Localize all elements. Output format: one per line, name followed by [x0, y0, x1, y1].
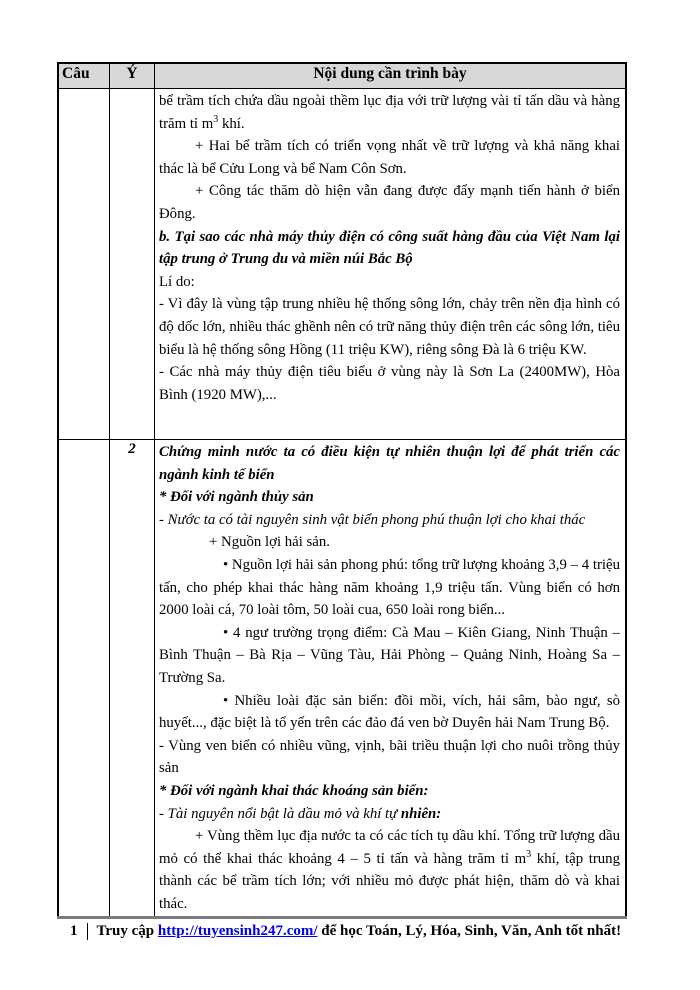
text-segment: b. Tại sao các nhà máy thủy điện có công suất hàng đầu của Việt Nam lại tập trung ở Trung du và miền núi Bắc Bộ	[159, 228, 620, 268]
answer-table	[57, 62, 627, 919]
text-segment: + Hai bể trầm tích có triển vọng nhất về trữ lượng và khả năng khai thác là bể Cửu Long và bể Nam Côn Sơn.	[159, 138, 620, 177]
text-segment: + Công tác thăm dò hiện vẫn đang được đẩy mạnh tiến hành ở biển Đông.	[159, 183, 620, 222]
content-cell	[155, 440, 627, 919]
text-segment: 3	[526, 848, 532, 860]
footer-separator	[87, 923, 88, 940]
footer-prefix: Truy cập	[96, 923, 158, 939]
text-segment: - Vì đây là vùng tập trung nhiều hệ thống sông lớn, chảy trên nền địa hình có độ dốc lớn, nhiều thác ghềnh nên có trữ năng thủy điện trên các sông lớn, tiêu biểu là hệ thống sông Hồng (11 triệu KW), riêng sông Đà là 6 triệu KW.	[159, 296, 620, 358]
text-segment: • Nhiều loài đặc sản biển: đồi mồi, vích, hải sâm, bào ngư, sò huyết..., đặc biệt là tổ yến trên các đảo đá ven bờ Duyên hải Nam Trung Bộ.	[159, 692, 620, 732]
cau-cell	[58, 440, 110, 919]
text-segment: khí, tập trung thành các bể trầm tích lớn; với nhiều mỏ được phát hiện, thăm dò và khai thác.	[159, 850, 620, 912]
text-segment: 3	[213, 113, 219, 125]
paragraph	[159, 825, 620, 915]
paragraph	[159, 486, 620, 509]
paragraph	[159, 135, 620, 180]
paragraph	[159, 803, 620, 826]
text-segment: - Nước ta có tài nguyên sinh vật biển phong phú thuận lợi cho khai thác	[159, 511, 586, 528]
paragraph	[159, 735, 620, 780]
table-header-row	[58, 63, 626, 89]
page-footer	[57, 916, 627, 940]
paragraph	[159, 531, 620, 554]
paragraph	[159, 509, 620, 532]
footer-line	[57, 923, 627, 940]
table-row	[58, 440, 626, 919]
table-row	[58, 89, 626, 440]
text-segment: - Tài nguyên nổi bật là dầu mỏ và khí tự	[159, 805, 401, 822]
paragraph	[159, 293, 620, 361]
paragraph	[159, 226, 620, 271]
text-segment: • Nguồn lợi hải sản phong phú: tổng trữ lượng khoảng 3,9 – 4 triệu tấn, cho phép khai thác hàng năm khoảng 1,9 triệu tấn. Vùng biển có hơn 2000 loài cá, 70 loài tôm, 50 loài cua, 650 loài rong biển...	[159, 556, 620, 619]
paragraph	[159, 90, 620, 135]
content-cell	[155, 89, 627, 440]
paragraph	[159, 271, 620, 294]
text-segment: + Nguồn lợi hải sản.	[209, 534, 330, 551]
tuyensinh-link[interactable]: http://tuyensinh247.com/	[157, 923, 318, 939]
text-segment: * Đối với ngành thủy sản	[159, 489, 314, 506]
header-content: Nội dung cần trình bày	[155, 63, 627, 89]
answer-table-body	[58, 89, 626, 919]
y-cell: 2	[110, 440, 155, 919]
header-cau: Câu	[58, 63, 110, 89]
y-cell	[110, 89, 155, 440]
header-y: Ý	[110, 63, 155, 89]
paragraph	[159, 361, 620, 406]
footer-text	[97, 923, 622, 940]
paragraph	[159, 622, 620, 690]
cau-cell	[58, 89, 110, 440]
text-segment: Lí do:	[159, 273, 195, 290]
text-segment: bể trầm tích chứa dầu ngoài thềm lục địa với trữ lượng vài tỉ tấn dầu và hàng trăm tỉ m	[159, 93, 620, 132]
paragraph	[159, 780, 620, 803]
text-segment: • 4 ngư trường trọng điểm: Cà Mau – Kiên Giang, Ninh Thuận – Bình Thuận – Bà Rịa – Vũng Tàu, Hải Phòng – Quảng Ninh, Hoàng Sa – Trường Sa.	[159, 624, 620, 686]
paragraph	[159, 441, 620, 486]
paragraph	[159, 554, 620, 622]
text-segment: Chứng minh nước ta có điều kiện tự nhiên thuận lợi để phát triển các ngành kinh tế biển	[159, 444, 620, 483]
paragraph	[159, 180, 620, 225]
footer-suffix: để học Toán, Lý, Hóa, Sinh, Văn, Anh tốt nhất!	[317, 923, 622, 939]
paragraph	[159, 690, 620, 735]
text-segment: nhiên:	[400, 805, 442, 822]
text-segment: - Vùng ven biển có nhiều vũng, vịnh, bãi triều thuận lợi cho nuôi trồng thủy sản	[159, 737, 620, 777]
text-segment: - Các nhà máy thủy điện tiêu biểu ở vùng này là Sơn La (2400MW), Hòa Bình (1920 MW),...	[159, 364, 620, 403]
text-segment: khí.	[218, 115, 245, 132]
text-segment: * Đối với ngành khai thác khoáng sản biển:	[159, 782, 429, 799]
page-number: 1	[70, 923, 78, 939]
text-segment: + Vùng thềm lục địa nước ta có các tích tụ dầu khí. Tổng trữ lượng dầu mỏ có thể khai thác khoảng 4 – 5 tỉ tấn và hàng trăm tỉ m	[159, 828, 620, 867]
